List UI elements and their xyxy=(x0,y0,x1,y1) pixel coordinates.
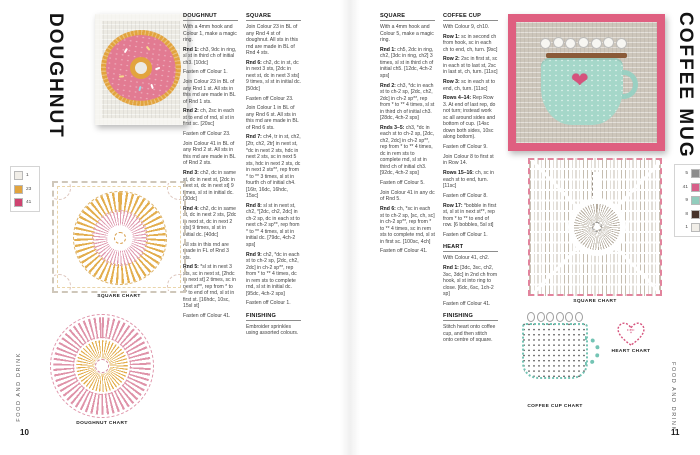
legend-item xyxy=(14,185,36,194)
page-gutter xyxy=(340,0,360,455)
colour-label: 1 xyxy=(685,225,688,230)
colour-legend-left xyxy=(10,166,40,212)
pattern-paragraph: Fasten off Colour 41. xyxy=(183,313,231,320)
bobble-symbol xyxy=(565,312,573,322)
colour-swatch xyxy=(691,223,700,232)
pattern-paragraph: With Colour 9, ch10. xyxy=(443,24,490,30)
legend-item xyxy=(678,210,700,219)
bobble-symbol xyxy=(527,312,535,322)
pattern-paragraph: Fasten off Colour 41. xyxy=(380,248,428,255)
pattern-paragraph: Rnds 3–5: ch3, *dc in each st to ch-2 sp, [2dc, ch2, 2dc] in ch-2 sp**, rep from * to ** 4 times, dc in rem sts to complete rnd, sl st in third ch of initial ch3. [92dc, 4ch-2 sps] xyxy=(380,124,435,177)
pattern-paragraph: Rnd 1: [3dc, 3sc, ch2, 3sc, 3dc] in 2nd ch from hook, sl st into ring to close. [6dc, 6sc, 1ch-2 sp] xyxy=(443,265,498,298)
pattern-paragraph: Rnd 8: sl st in next st, ch2, *[2dc, ch2, 2dc] in ch-2 sp, dc in each st to next ch-2 sp**, rep from * to ** 4 times, sl st in initial dc. [79dc, 4ch-2 sps] xyxy=(246,202,300,248)
colour-swatch xyxy=(14,185,23,194)
legend-item xyxy=(14,198,36,207)
square-pattern-text-right xyxy=(380,24,435,255)
page-title-doughnut: DOUGHNUT xyxy=(45,13,66,139)
legend-item xyxy=(14,171,36,180)
pattern-paragraph: Fasten off Colour 23. xyxy=(246,95,294,102)
legend-item xyxy=(678,196,700,205)
chart-corner-motif xyxy=(167,274,186,293)
pattern-paragraph: Fasten off Colour 1. xyxy=(246,300,291,307)
pattern-paragraph: Row 17: *bobble in first st, sl st in next st**, rep from * to ** to end of row. [6 bobbles, 5sl st] xyxy=(443,202,497,229)
pattern-paragraph: Row 3: sc in each st to end, ch, turn. [11sc] xyxy=(443,79,496,92)
pattern-paragraph: Row 2: 2sc in first st, sc in each st to last st, 2sc in last st, ch, turn. [11sc] xyxy=(443,56,498,76)
doughnut-photo xyxy=(95,14,187,125)
pattern-paragraph: Rnd 6: ch2, dc in st, dc in next 3 sts, [2dc in next st, dc in next 3 sts] 9 times, sl st in initial dc. [50dc] xyxy=(246,59,301,92)
marshmallow-bobble xyxy=(578,37,589,48)
doughnut-hole xyxy=(130,57,152,79)
pattern-paragraph: All sts in this rnd are made in FL of Rnd 3 sts. xyxy=(183,241,229,261)
column-square-instructions-left xyxy=(246,13,301,340)
colour-label: 41 xyxy=(26,200,32,205)
chart-magic-ring xyxy=(114,232,126,244)
square-chart-left xyxy=(52,181,186,293)
pattern-paragraph: Join Colour 41 in BL of any Rnd 2 st. All sts in this rnd are made in BL of Rnd 2 sts. xyxy=(183,140,236,167)
heart-symbol-diagram xyxy=(612,318,650,348)
marshmallow-bobble xyxy=(603,37,614,48)
page-number-left: 10 xyxy=(20,428,29,437)
marshmallow-bobble xyxy=(616,38,627,49)
marshmallow-bobble xyxy=(540,38,551,49)
colour-swatch xyxy=(691,210,700,219)
pattern-paragraph: Rnd 2: ch3, *dc in each st to ch-2 sp, [2dc, ch2, 2dc] in ch-2 sp**, rep from * to ** 4 times, sl st in third ch of initial ch3. [28dc, 4ch-2 sps] xyxy=(380,82,435,122)
square-chart-caption-left: SQUARE CHART xyxy=(97,294,141,299)
section-heading-square-left: SQUARE xyxy=(246,13,301,21)
pattern-paragraph: Rnd 5: *sl st in next 3 sts, sc in next st, [2hdc in next st] 2 times, sc in next st**, rep from * to ** to end of rnd, sl st in first st. [16hdc, 10sc, 15sl st] xyxy=(183,264,236,310)
colour-swatch xyxy=(14,171,23,180)
chart-magic-ring xyxy=(95,359,109,373)
section-heading-square-right: SQUARE xyxy=(380,13,435,21)
footer-category-left: FOOD AND DRINK xyxy=(16,352,22,422)
finishing-text-left xyxy=(246,324,301,337)
pattern-paragraph: Fasten off Colour 8. xyxy=(443,192,488,199)
pattern-paragraph: Join Colour 8 to first st in Row 14. xyxy=(443,153,494,167)
pattern-paragraph: Rnd 2: ch, 2sc in each st to end of rnd, sl st in first sc. [20sc] xyxy=(183,108,235,128)
doughnut-pattern-text xyxy=(183,24,238,320)
colour-swatch xyxy=(691,183,700,192)
section-heading-finishing-right: FINISHING xyxy=(443,313,498,321)
pattern-paragraph: Embroider sprinkles using assorted colours. xyxy=(246,323,299,337)
pattern-paragraph: Fasten off Colour 1. xyxy=(443,231,488,238)
pattern-paragraph: Fasten off Colour 23. xyxy=(183,131,231,138)
pattern-paragraph: Stitch heart onto coffee cup, and then stitch onto centre of square. xyxy=(443,324,496,344)
section-heading-heart: HEART xyxy=(443,244,498,252)
bobble-row xyxy=(516,312,594,322)
bobble-symbol xyxy=(556,312,564,322)
legend-item xyxy=(678,169,700,178)
colour-swatch xyxy=(691,169,700,178)
colour-legend-right xyxy=(674,164,700,237)
legend-item xyxy=(678,183,700,192)
marshmallow-bobble xyxy=(565,38,576,49)
square-chart-right xyxy=(528,158,662,296)
pattern-paragraph: Rnd 7: ch4, tr in st, ch2, [2tr, ch2, 2tr] in next st, *dc in next 2 sts, hdc in next 2 sts, sc in next 5 sts, hdc in next 2 sts, dc in next 2 sts**, rep from * to ** 3 times, sl st in fourth ch of initial ch4. [16tr, 16dc, 16hdc, 15sc] xyxy=(246,134,301,200)
pattern-paragraph: Rnd 1: ch3, 9dc in ring, sl st in third ch of initial ch3. [10dc] xyxy=(183,46,237,66)
mug-photo-background xyxy=(516,22,657,143)
heart-applique: ❤ xyxy=(570,68,589,92)
column-square-instructions-right xyxy=(380,13,435,258)
pattern-paragraph: Join Colour 23 in BL of any Rnd 1 st. All sts in this rnd are made in BL of Rnd 1 sts. xyxy=(183,79,236,105)
pattern-paragraph: Rows 4–14: Rep Row 3. At end of last rep, do not turn; instead work sc all around sides and bottom of cup. (14sc down both sides, 10sc along bottom). xyxy=(443,95,496,141)
colour-swatch xyxy=(691,196,700,205)
section-heading-doughnut: DOUGHNUT xyxy=(183,13,238,21)
colour-swatch xyxy=(14,198,23,207)
colour-label: 8 xyxy=(685,211,688,217)
pattern-paragraph: Row 1: sc in second ch from hook, sc in each ch to end, ch, turn. [9sc] xyxy=(443,33,498,53)
marshmallow-bobble xyxy=(553,37,564,48)
pattern-paragraph: Rnd 6: ch, *sc in each st to ch-2 sp, [sc, ch, sc] in ch-2 sp**, rep from * to ** 4 times, sc in rem sts to complete rnd, sl st in first sc. [100sc, 4ch] xyxy=(380,206,435,245)
colour-label: 1 xyxy=(26,173,29,178)
section-heading-coffee-cup: COFFEE CUP xyxy=(443,13,498,21)
colour-label: 23 xyxy=(26,186,32,192)
coffee-cup-pattern-text xyxy=(443,24,498,238)
section-heading-finishing-left: FINISHING xyxy=(246,313,301,321)
doughnut-chart xyxy=(50,314,154,418)
pattern-paragraph: With Colour 41, ch2. xyxy=(443,255,490,262)
square-pattern-text-left xyxy=(246,24,301,307)
coffee-cup-chart xyxy=(516,312,594,400)
colour-label: 5 xyxy=(685,171,688,176)
mug-handle xyxy=(622,70,638,99)
pattern-paragraph: Join Colour 41 in any dc of Rnd 5. xyxy=(380,189,435,203)
pattern-paragraph: Rows 15–16: ch, sc in each st to end, turn. [11sc] xyxy=(443,170,494,190)
pattern-paragraph: Fasten off Colour 5. xyxy=(380,180,425,187)
pattern-paragraph: Rnd 9: ch2, *dc in each st to ch-2 sp, [2dc, ch2, 2dc] in ch-2 sp**, rep from * to ** 4 times, dc in rem sts to complete rnd, sl st in initial dc. [95dc, 4ch-2 sps] xyxy=(246,251,300,297)
cup-stitch-grid xyxy=(522,323,588,379)
finishing-text-right xyxy=(443,324,498,344)
pattern-paragraph: Rnd 4: ch2, dc in same st, dc in next 2 sts, [2dc in next st, dc in next 2 sts] 9 times, sl st in initial dc. [40dc] xyxy=(183,205,237,238)
column-coffee-cup-instructions xyxy=(443,13,498,347)
doughnut-chart-caption: DOUGHNUT CHART xyxy=(76,421,128,426)
colour-label: 9 xyxy=(685,198,688,203)
pattern-paragraph: With a 4mm hook and Colour 5, make a magic ring. xyxy=(380,24,434,44)
footer-category-right: FOOD AND DRINK xyxy=(670,362,676,432)
column-doughnut-instructions xyxy=(183,13,238,323)
bobble-symbol xyxy=(537,312,545,322)
bobble-symbol xyxy=(546,312,554,322)
square-chart-caption-right: SQUARE CHART xyxy=(573,299,617,304)
pattern-paragraph: Rnd 1: ch5, 2dc in ring, ch2, [3dc in ring, ch2] 3 times, sl st in third ch of initial ch5. [12dc, 4ch-2 sps] xyxy=(380,46,434,79)
coffee-cup-chart-caption: COFFEE CUP CHART xyxy=(527,404,583,409)
heart-chart xyxy=(612,318,650,353)
colour-label: 41 xyxy=(682,184,688,190)
pattern-paragraph: Fasten off Colour 41. xyxy=(443,300,491,307)
legend-item xyxy=(678,223,700,232)
bobble-symbol xyxy=(575,312,583,322)
coffee-mug-photo xyxy=(508,14,665,151)
page-number-right: 11 xyxy=(671,428,680,437)
heart-pattern-text xyxy=(443,255,498,307)
marshmallow-bobble xyxy=(591,38,602,49)
chart-magic-ring xyxy=(592,222,602,232)
pattern-paragraph: Join Colour 23 in BL of any Rnd 4 st of doughnut. All sts in this rnd are made in BL of Rnd 4 sts. xyxy=(246,24,299,57)
page-title-coffee-mug: COFFEE MUG xyxy=(675,12,696,159)
pattern-paragraph: Join Colour 1 in BL of any Rnd 6 st. All sts in this rnd are made in BL of Rnd 6 sts. xyxy=(246,105,299,131)
pattern-paragraph: Fasten off Colour 9. xyxy=(443,144,488,151)
pattern-paragraph: Rnd 3: ch2, dc in same st, dc in next st, [2dc in next st, dc in next st] 9 times, sl st in initial dc. [30dc] xyxy=(183,170,236,203)
pattern-paragraph: With a 4mm hook and Colour 1, make a magic ring. xyxy=(183,24,237,44)
pattern-paragraph: Fasten off Colour 1. xyxy=(183,69,228,76)
heart-chart-caption: HEART CHART xyxy=(611,349,651,354)
